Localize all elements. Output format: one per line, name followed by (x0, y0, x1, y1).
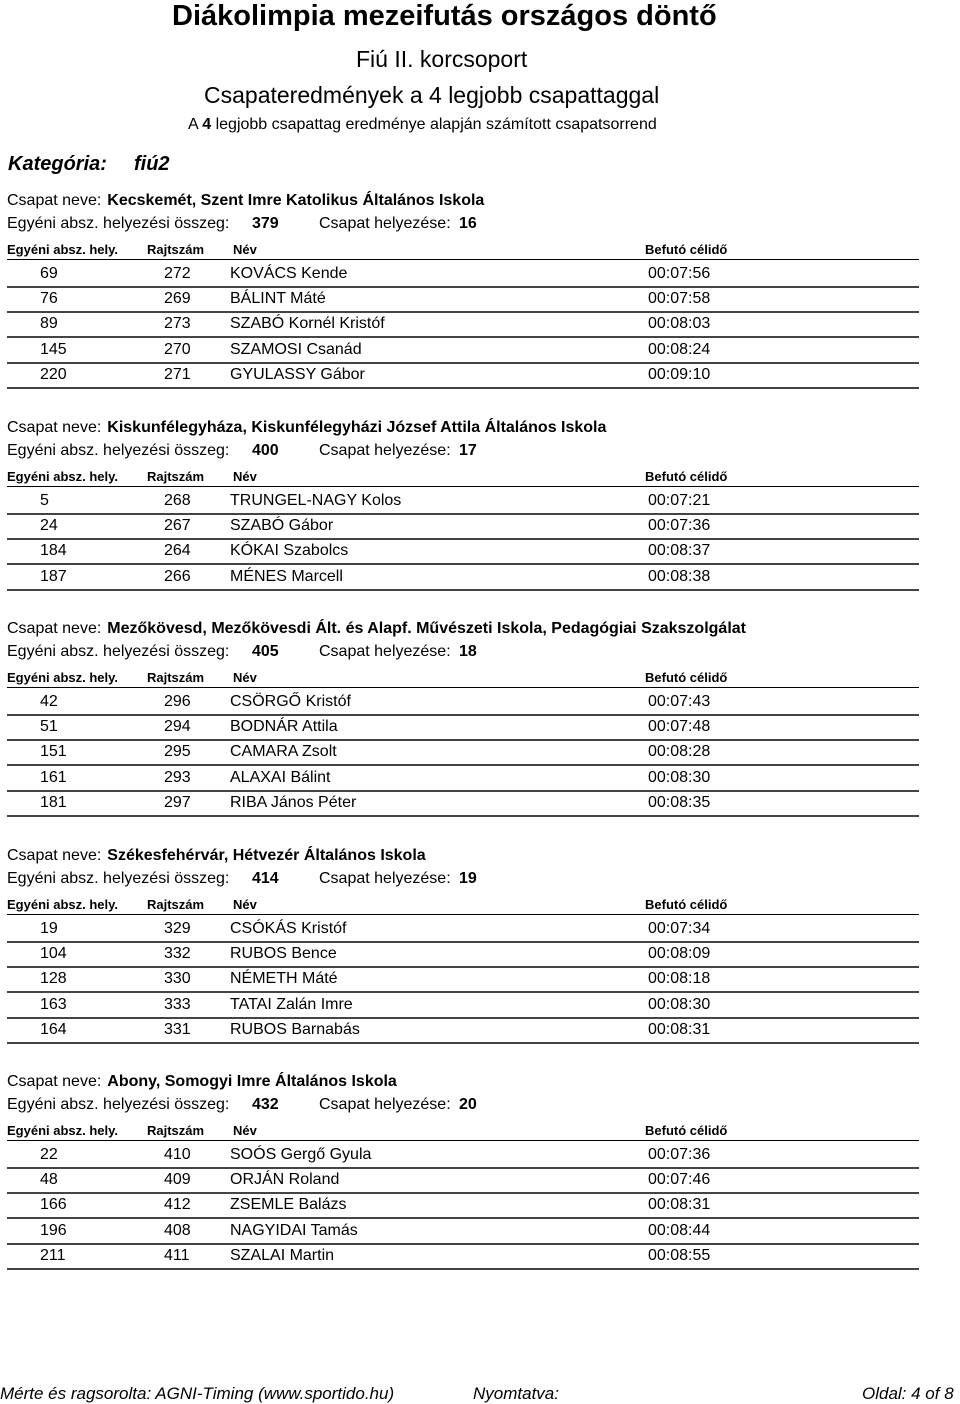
team-name-label: Csapat neve: (7, 620, 102, 637)
col-header-rank: Egyéni absz. hely. (7, 897, 119, 912)
team-name-label: Csapat neve: (7, 1073, 102, 1090)
table-row (0, 740, 960, 765)
cell-bib: 410 (164, 1146, 191, 1163)
table-row (0, 1168, 960, 1193)
row-divider (7, 815, 919, 817)
cell-time: 00:07:58 (648, 290, 711, 308)
cell-name: SZALAI Martin (230, 1246, 335, 1264)
cell-name: ORJÁN Roland (230, 1171, 340, 1189)
cell-name: SOÓS Gergő Gyula (230, 1146, 372, 1163)
cell-bib: 294 (164, 718, 191, 736)
cell-bib: 267 (164, 517, 191, 535)
team-name: Abony, Somogyi Imre Általános Iskola (107, 1073, 397, 1090)
cell-name: MÉNES Marcell (230, 567, 343, 585)
cell-bib: 331 (164, 1020, 191, 1038)
team-name-label: Csapat neve: (7, 192, 102, 209)
cell-rank: 69 (40, 265, 58, 282)
cell-bib: 408 (164, 1221, 191, 1239)
cell-rank: 211 (40, 1246, 66, 1264)
rank-sum-value: 400 (252, 442, 279, 459)
cell-rank: 151 (40, 743, 67, 761)
rank-sum-value: 432 (252, 1096, 279, 1113)
team-name-row (7, 847, 426, 865)
cell-rank: 220 (40, 365, 67, 383)
team-name-row (7, 620, 746, 638)
table-row (0, 1244, 960, 1269)
cell-time: 00:08:35 (648, 793, 711, 811)
header-divider (7, 1140, 919, 1141)
team-place-label: Csapat helyezése: (319, 442, 451, 459)
cell-time: 00:08:24 (648, 340, 711, 358)
team-place-value: 17 (459, 442, 477, 459)
team-summary-row (7, 870, 607, 888)
rank-sum-label: Egyéni absz. helyezési összeg: (7, 215, 230, 232)
col-header-rank: Egyéni absz. hely. (7, 242, 119, 257)
col-header-rank: Egyéni absz. hely. (7, 1123, 119, 1138)
cell-bib: 329 (164, 920, 191, 937)
cell-rank: 161 (40, 768, 67, 786)
col-header-time: Befutó célidő (645, 670, 728, 685)
cell-rank: 184 (40, 542, 67, 560)
col-header-bib: Rajtszám (147, 670, 205, 685)
team-summary-row (7, 1096, 607, 1114)
cell-time: 00:08:55 (648, 1246, 711, 1264)
cell-time: 00:08:30 (648, 995, 711, 1013)
rank-sum-label: Egyéni absz. helyezési összeg: (7, 870, 230, 887)
age-group-subtitle: Fiú II. korcsoport (356, 46, 528, 72)
cell-name: TATAI Zalán Imre (230, 995, 353, 1013)
cell-time: 00:07:36 (648, 1146, 711, 1163)
header-divider (7, 914, 919, 915)
team-place-label: Csapat helyezése: (319, 215, 451, 232)
cell-bib: 297 (164, 793, 191, 811)
table-row (0, 942, 960, 967)
results-subtitle: Csapateredmények a 4 legjobb csapattaggal (204, 82, 660, 108)
cell-time: 00:07:36 (648, 517, 711, 535)
col-header-name: Név (233, 670, 257, 685)
cell-rank: 5 (40, 492, 49, 509)
cell-time: 00:07:43 (648, 693, 711, 710)
footer-measured-by: Mérte és ragsorolta: AGNI-Timing (www.sportido.hu) (0, 1384, 395, 1403)
col-header-time: Befutó célidő (645, 469, 728, 484)
table-row (0, 312, 960, 337)
category-label: Kategória: (8, 153, 107, 175)
team-name-row (7, 1073, 397, 1091)
table-row (0, 993, 960, 1018)
cell-name: RUBOS Bence (230, 945, 337, 963)
team-name: Székesfehérvár, Hétvezér Általános Iskola (107, 847, 426, 864)
cell-time: 00:08:31 (648, 1196, 711, 1214)
team-place-value: 18 (459, 643, 477, 660)
header-divider (7, 259, 919, 260)
team-summary-row (7, 643, 607, 661)
table-row (0, 766, 960, 791)
cell-rank: 76 (40, 290, 58, 308)
team-place-value: 16 (459, 215, 477, 232)
team-place-label: Csapat helyezése: (319, 1096, 451, 1113)
cell-time: 00:07:46 (648, 1171, 711, 1189)
col-header-rank: Egyéni absz. hely. (7, 670, 119, 685)
row-divider (7, 1268, 919, 1270)
team-name: Kiskunfélegyháza, Kiskunfélegyházi József Attila Általános Iskola (107, 419, 607, 436)
rank-sum-value: 414 (252, 870, 279, 887)
col-header-time: Befutó célidő (645, 242, 728, 257)
cell-bib: 266 (164, 567, 191, 585)
cell-rank: 19 (40, 920, 58, 937)
footer-page-number: Oldal: 4 of 8 (862, 1384, 954, 1403)
cell-time: 00:08:09 (648, 945, 711, 963)
team-summary-row (7, 442, 607, 460)
cell-bib: 412 (164, 1196, 191, 1214)
cell-name: SZABÓ Kornél Kristóf (230, 315, 385, 333)
table-row (0, 791, 960, 816)
rank-sum-label: Egyéni absz. helyezési összeg: (7, 442, 230, 459)
cell-bib: 333 (164, 995, 191, 1013)
cell-name: RUBOS Barnabás (230, 1020, 360, 1038)
cell-time: 00:09:10 (648, 365, 711, 383)
team-place-label: Csapat helyezése: (319, 643, 451, 660)
cell-name: SZABÓ Gábor (230, 517, 334, 535)
cell-rank: 104 (40, 945, 67, 963)
page-title: Diákolimpia mezeifutás országos döntő (172, 0, 717, 32)
cell-bib: 330 (164, 970, 191, 988)
category-value: fiú2 (134, 153, 170, 175)
rank-sum-label: Egyéni absz. helyezési összeg: (7, 643, 230, 660)
table-row (0, 1219, 960, 1244)
cell-rank: 22 (40, 1146, 58, 1163)
ranking-note-suffix: legjobb csapattag eredménye alapján számított csapatsorrend (211, 116, 657, 133)
cell-bib: 272 (164, 265, 191, 282)
row-divider (7, 1042, 919, 1044)
ranking-note (188, 116, 657, 134)
table-row (0, 514, 960, 539)
table-row (0, 1018, 960, 1043)
ranking-note-number: 4 (202, 116, 212, 133)
col-header-name: Név (233, 897, 257, 912)
table-row (0, 262, 960, 287)
cell-bib: 270 (164, 340, 191, 358)
cell-bib: 296 (164, 693, 191, 710)
col-header-rank: Egyéni absz. hely. (7, 469, 119, 484)
cell-rank: 163 (40, 995, 67, 1013)
cell-bib: 409 (164, 1171, 191, 1189)
cell-name: BODNÁR Attila (230, 718, 338, 736)
col-header-name: Név (233, 1123, 257, 1138)
cell-bib: 295 (164, 743, 191, 761)
rank-sum-label: Egyéni absz. helyezési összeg: (7, 1096, 230, 1113)
cell-rank: 42 (40, 693, 58, 710)
cell-name: BÁLINT Máté (230, 290, 326, 308)
cell-name: CSÖRGŐ Kristóf (230, 693, 351, 710)
table-row (0, 363, 960, 388)
cell-bib: 293 (164, 768, 191, 786)
table-row (0, 715, 960, 740)
team-summary-row (7, 215, 607, 233)
cell-time: 00:08:30 (648, 768, 711, 786)
cell-rank: 128 (40, 970, 67, 988)
cell-rank: 181 (40, 793, 67, 811)
table-row (0, 1193, 960, 1218)
cell-rank: 89 (40, 315, 58, 333)
team-name-row (7, 192, 484, 210)
cell-rank: 187 (40, 567, 67, 585)
cell-name: CAMARA Zsolt (230, 743, 337, 761)
cell-name: SZAMOSI Csanád (230, 340, 362, 358)
table-row (0, 917, 960, 942)
cell-name: NAGYIDAI Tamás (230, 1221, 358, 1239)
ranking-note-prefix: A (188, 116, 203, 133)
col-header-name: Név (233, 469, 257, 484)
cell-bib: 271 (164, 365, 191, 383)
table-row (0, 338, 960, 363)
table-row (0, 489, 960, 514)
table-row (0, 287, 960, 312)
col-header-bib: Rajtszám (147, 242, 205, 257)
table-row (0, 1143, 960, 1168)
col-header-bib: Rajtszám (147, 1123, 205, 1138)
table-row (0, 967, 960, 992)
table-row (0, 690, 960, 715)
cell-time: 00:07:56 (648, 265, 711, 282)
cell-time: 00:08:03 (648, 315, 711, 333)
cell-name: KÓKAI Szabolcs (230, 542, 349, 560)
row-divider (7, 589, 919, 591)
cell-time: 00:08:31 (648, 1020, 711, 1038)
cell-bib: 332 (164, 945, 191, 963)
cell-name: RIBA János Péter (230, 793, 357, 811)
cell-rank: 145 (40, 340, 67, 358)
cell-name: NÉMETH Máté (230, 970, 338, 988)
cell-time: 00:08:44 (648, 1221, 711, 1239)
cell-bib: 264 (164, 542, 191, 560)
cell-name: TRUNGEL-NAGY Kolos (230, 492, 402, 509)
team-name-label: Csapat neve: (7, 419, 102, 436)
rank-sum-value: 405 (252, 643, 279, 660)
cell-time: 00:08:18 (648, 970, 711, 988)
cell-time: 00:07:34 (648, 920, 711, 937)
cell-time: 00:08:37 (648, 542, 711, 560)
table-row (0, 539, 960, 564)
team-place-value: 20 (459, 1096, 477, 1113)
row-divider (7, 387, 919, 389)
team-place-label: Csapat helyezése: (319, 870, 451, 887)
cell-name: GYULASSY Gábor (230, 365, 365, 383)
cell-bib: 269 (164, 290, 191, 308)
cell-name: ALAXAI Bálint (230, 768, 331, 786)
cell-name: CSÓKÁS Kristóf (230, 920, 347, 937)
rank-sum-value: 379 (252, 215, 279, 232)
cell-time: 00:07:48 (648, 718, 711, 736)
cell-time: 00:08:38 (648, 567, 711, 585)
table-row (0, 565, 960, 590)
cell-rank: 51 (40, 718, 58, 736)
team-place-value: 19 (459, 870, 477, 887)
cell-time: 00:08:28 (648, 743, 711, 761)
team-name: Mezőkövesd, Mezőkövesdi Ált. és Alapf. Művészeti Iskola, Pedagógiai Szakszolgálat (107, 620, 746, 637)
cell-bib: 273 (164, 315, 191, 333)
col-header-bib: Rajtszám (147, 469, 205, 484)
col-header-bib: Rajtszám (147, 897, 205, 912)
cell-rank: 166 (40, 1196, 67, 1214)
footer-printed: Nyomtatva: (473, 1384, 559, 1403)
cell-time: 00:07:21 (648, 492, 711, 509)
header-divider (7, 486, 919, 487)
col-header-time: Befutó célidő (645, 897, 728, 912)
col-header-time: Befutó célidő (645, 1123, 728, 1138)
cell-bib: 411 (164, 1246, 190, 1264)
header-divider (7, 687, 919, 688)
team-name: Kecskemét, Szent Imre Katolikus Általános Iskola (107, 192, 485, 209)
cell-rank: 48 (40, 1171, 58, 1189)
team-name-label: Csapat neve: (7, 847, 102, 864)
cell-rank: 24 (40, 517, 58, 535)
cell-name: ZSEMLE Balázs (230, 1196, 347, 1214)
cell-name: KOVÁCS Kende (230, 265, 348, 282)
col-header-name: Név (233, 242, 257, 257)
cell-rank: 196 (40, 1221, 67, 1239)
team-name-row (7, 419, 606, 437)
cell-rank: 164 (40, 1020, 67, 1038)
cell-bib: 268 (164, 492, 191, 509)
